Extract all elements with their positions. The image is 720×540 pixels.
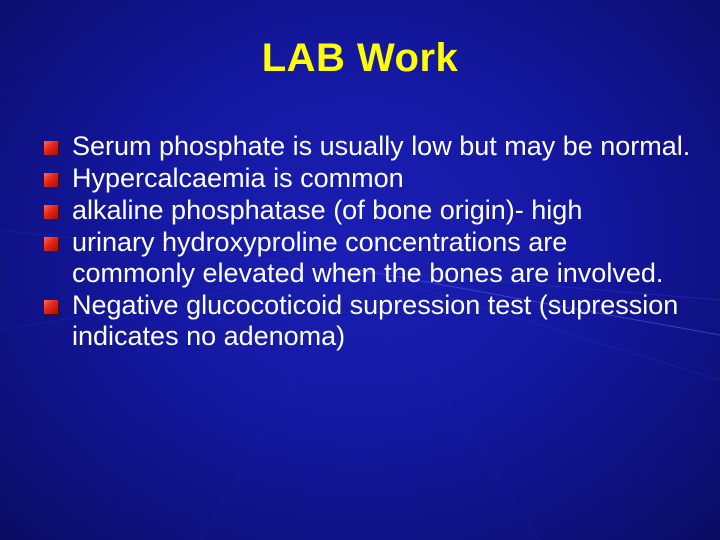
slide-title: LAB Work <box>261 36 459 80</box>
red-square-bullet-icon <box>44 141 58 155</box>
bullet-item <box>44 195 694 226</box>
red-square-bullet-icon <box>44 300 58 314</box>
red-square-bullet-icon <box>44 237 58 251</box>
red-square-bullet-icon <box>44 173 58 187</box>
bullet-item <box>44 227 694 289</box>
bullet-item <box>44 290 694 352</box>
bullet-text: urinary hydroxyproline concentrations are commonly elevated when the bones are involved. <box>72 227 664 288</box>
bullet-text: alkaline phosphatase (of bone origin)- high <box>72 195 583 225</box>
bullet-text: Hypercalcaemia is common <box>72 163 404 193</box>
bullet-list <box>44 131 694 353</box>
bullet-text: Negative glucocoticoid supression test (supression indicates no adenoma) <box>72 290 679 351</box>
bullet-item <box>44 131 694 162</box>
bullet-item <box>44 163 694 194</box>
red-square-bullet-icon <box>44 205 58 219</box>
bullet-text: Serum phosphate is usually low but may be normal. <box>72 131 691 161</box>
